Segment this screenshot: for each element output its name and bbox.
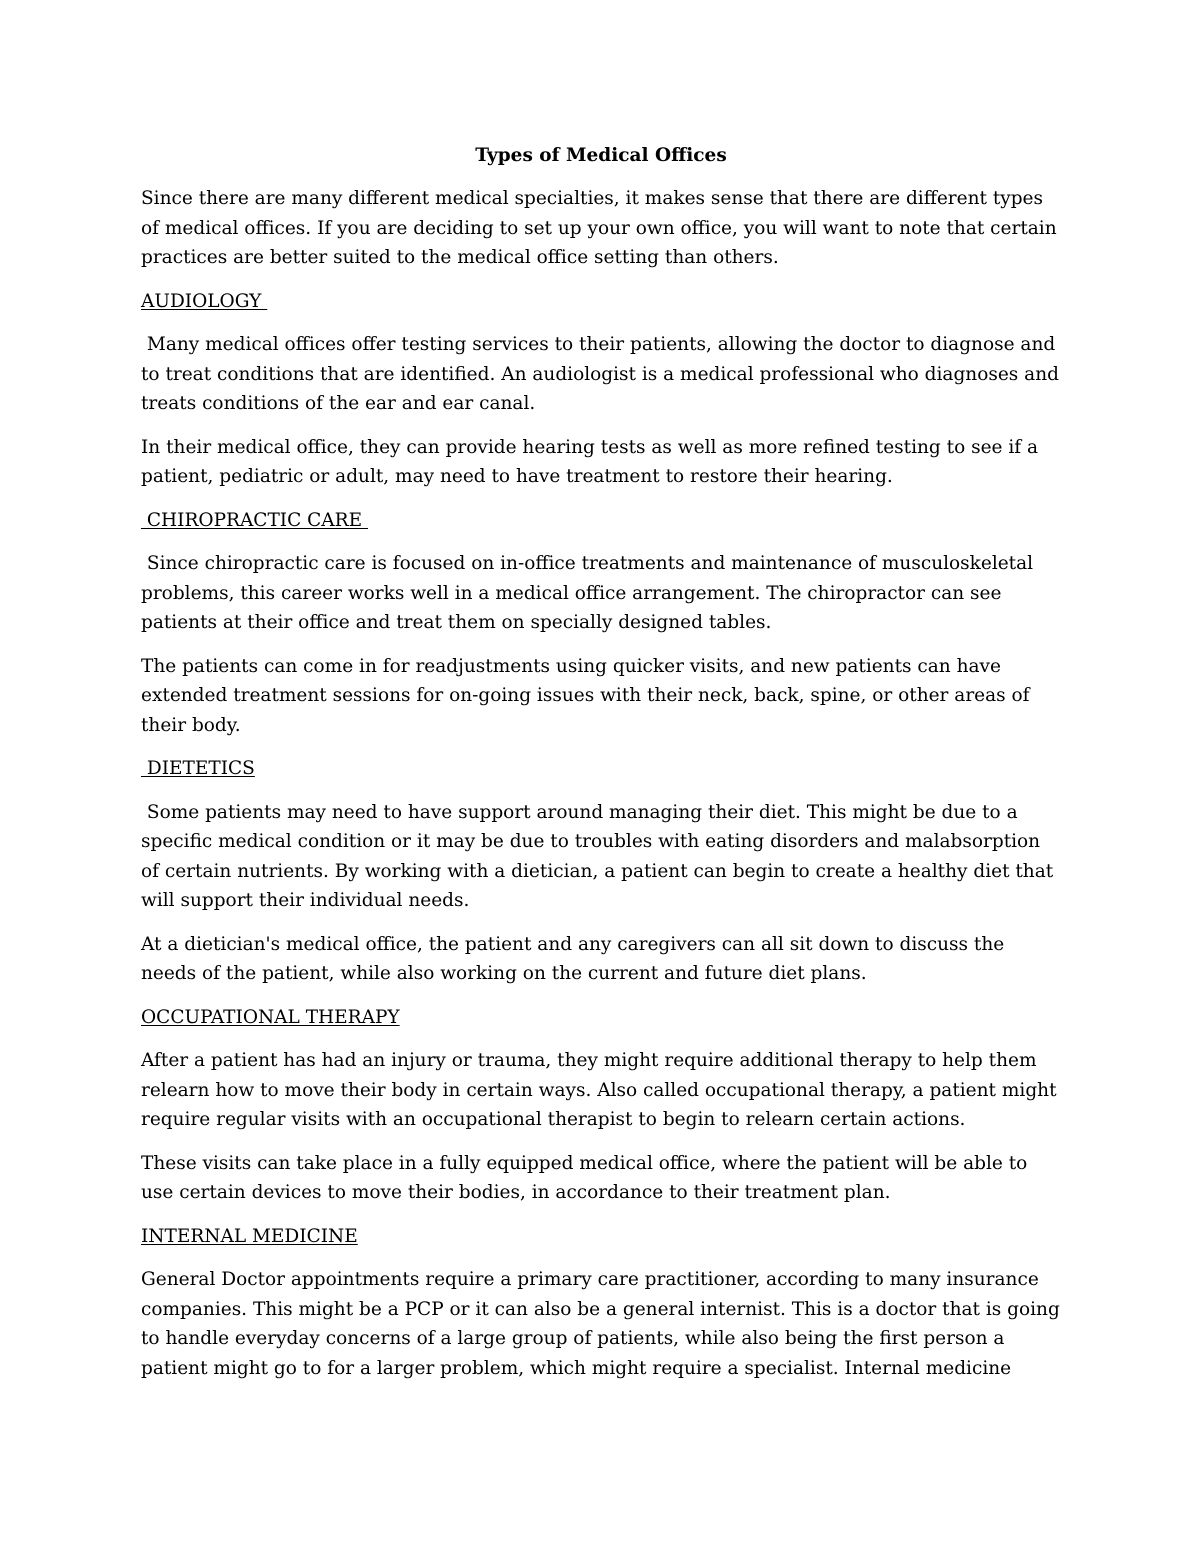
heading-text: OCCUPATIONAL THERAPY [141, 1006, 400, 1028]
intro-paragraph: Since there are many different medical specialties, it makes sense that there are different types of medical offices. If you are deciding to set up your own office, you will want to note that certain practices are better suited to the medical office setting than others. [141, 188, 1057, 268]
heading-text: DIETETICS [141, 758, 255, 779]
heading-text: INTERNAL MEDICINE [141, 1225, 358, 1247]
document-page [141, 141, 1065, 1397]
chiropractic-paragraph-1: Since chiropractic care is focused on in-office treatments and maintenance of musculoskeletal problems, this career works well in a medical office arrangement. The chiropractor can see patients at their office and treat them on specially designed tables. [141, 553, 1039, 633]
dietetics-paragraph-2: At a dietician's medical office, the patient and any caregivers can all sit down to discuss the needs of the patient, while also working on the current and future diet plans. [141, 933, 1005, 984]
heading-text: CHIROPRACTIC CARE [141, 509, 368, 531]
document-title: Types of Medical Offices [475, 145, 727, 166]
section-heading-internal-medicine [141, 1222, 1061, 1252]
internal-medicine-paragraph-1: General Doctor appointments require a primary care practitioner, according to many insurance companies. This might be a PCP or it can also be a general internist. This is a doctor that is going to handle everyday concerns of a large group of patients, while also being the first person a patient might go to for a larger problem, which might require a specialist. Internal medicine [141, 1269, 1060, 1379]
heading-text: AUDIOLOGY [141, 290, 268, 312]
section-heading-dietetics [141, 754, 1061, 784]
occupational-therapy-paragraph-1: After a patient has had an injury or trauma, they might require additional therapy to help them relearn how to move their body in certain ways. Also called occupational therapy, a patient might require regular visits with an occupational therapist to begin to relearn certain actions. [141, 1050, 1057, 1130]
chiropractic-paragraph-2: The patients can come in for readjustments using quicker visits, and new patients can have extended treatment sessions for on-going issues with their neck, back, spine, or other areas of their body. [141, 655, 1030, 736]
section-heading-occupational-therapy [141, 1003, 1061, 1033]
dietetics-paragraph-1: Some patients may need to have support around managing their diet. This might be due to a specific medical condition or it may be due to troubles with eating disorders and malabsorption of certain nutrients. By working with a dietician, a patient can begin to create a healthy diet that will support their individual needs. [141, 801, 1060, 911]
audiology-paragraph-1: Many medical offices offer testing services to their patients, allowing the doctor to diagnose and to treat conditions that are identified. An audiologist is a medical professional who diagnoses and treats conditions of the ear and ear canal. [141, 334, 1065, 414]
occupational-therapy-paragraph-2: These visits can take place in a fully equipped medical office, where the patient will be able to use certain devices to move their bodies, in accordance to their treatment plan. [141, 1152, 1028, 1203]
section-heading-audiology [141, 287, 1061, 317]
section-heading-chiropractic [141, 506, 1061, 536]
audiology-paragraph-2: In their medical office, they can provide hearing tests as well as more refined testing to see if a patient, pediatric or adult, may need to have treatment to restore their hearing. [141, 436, 1039, 487]
